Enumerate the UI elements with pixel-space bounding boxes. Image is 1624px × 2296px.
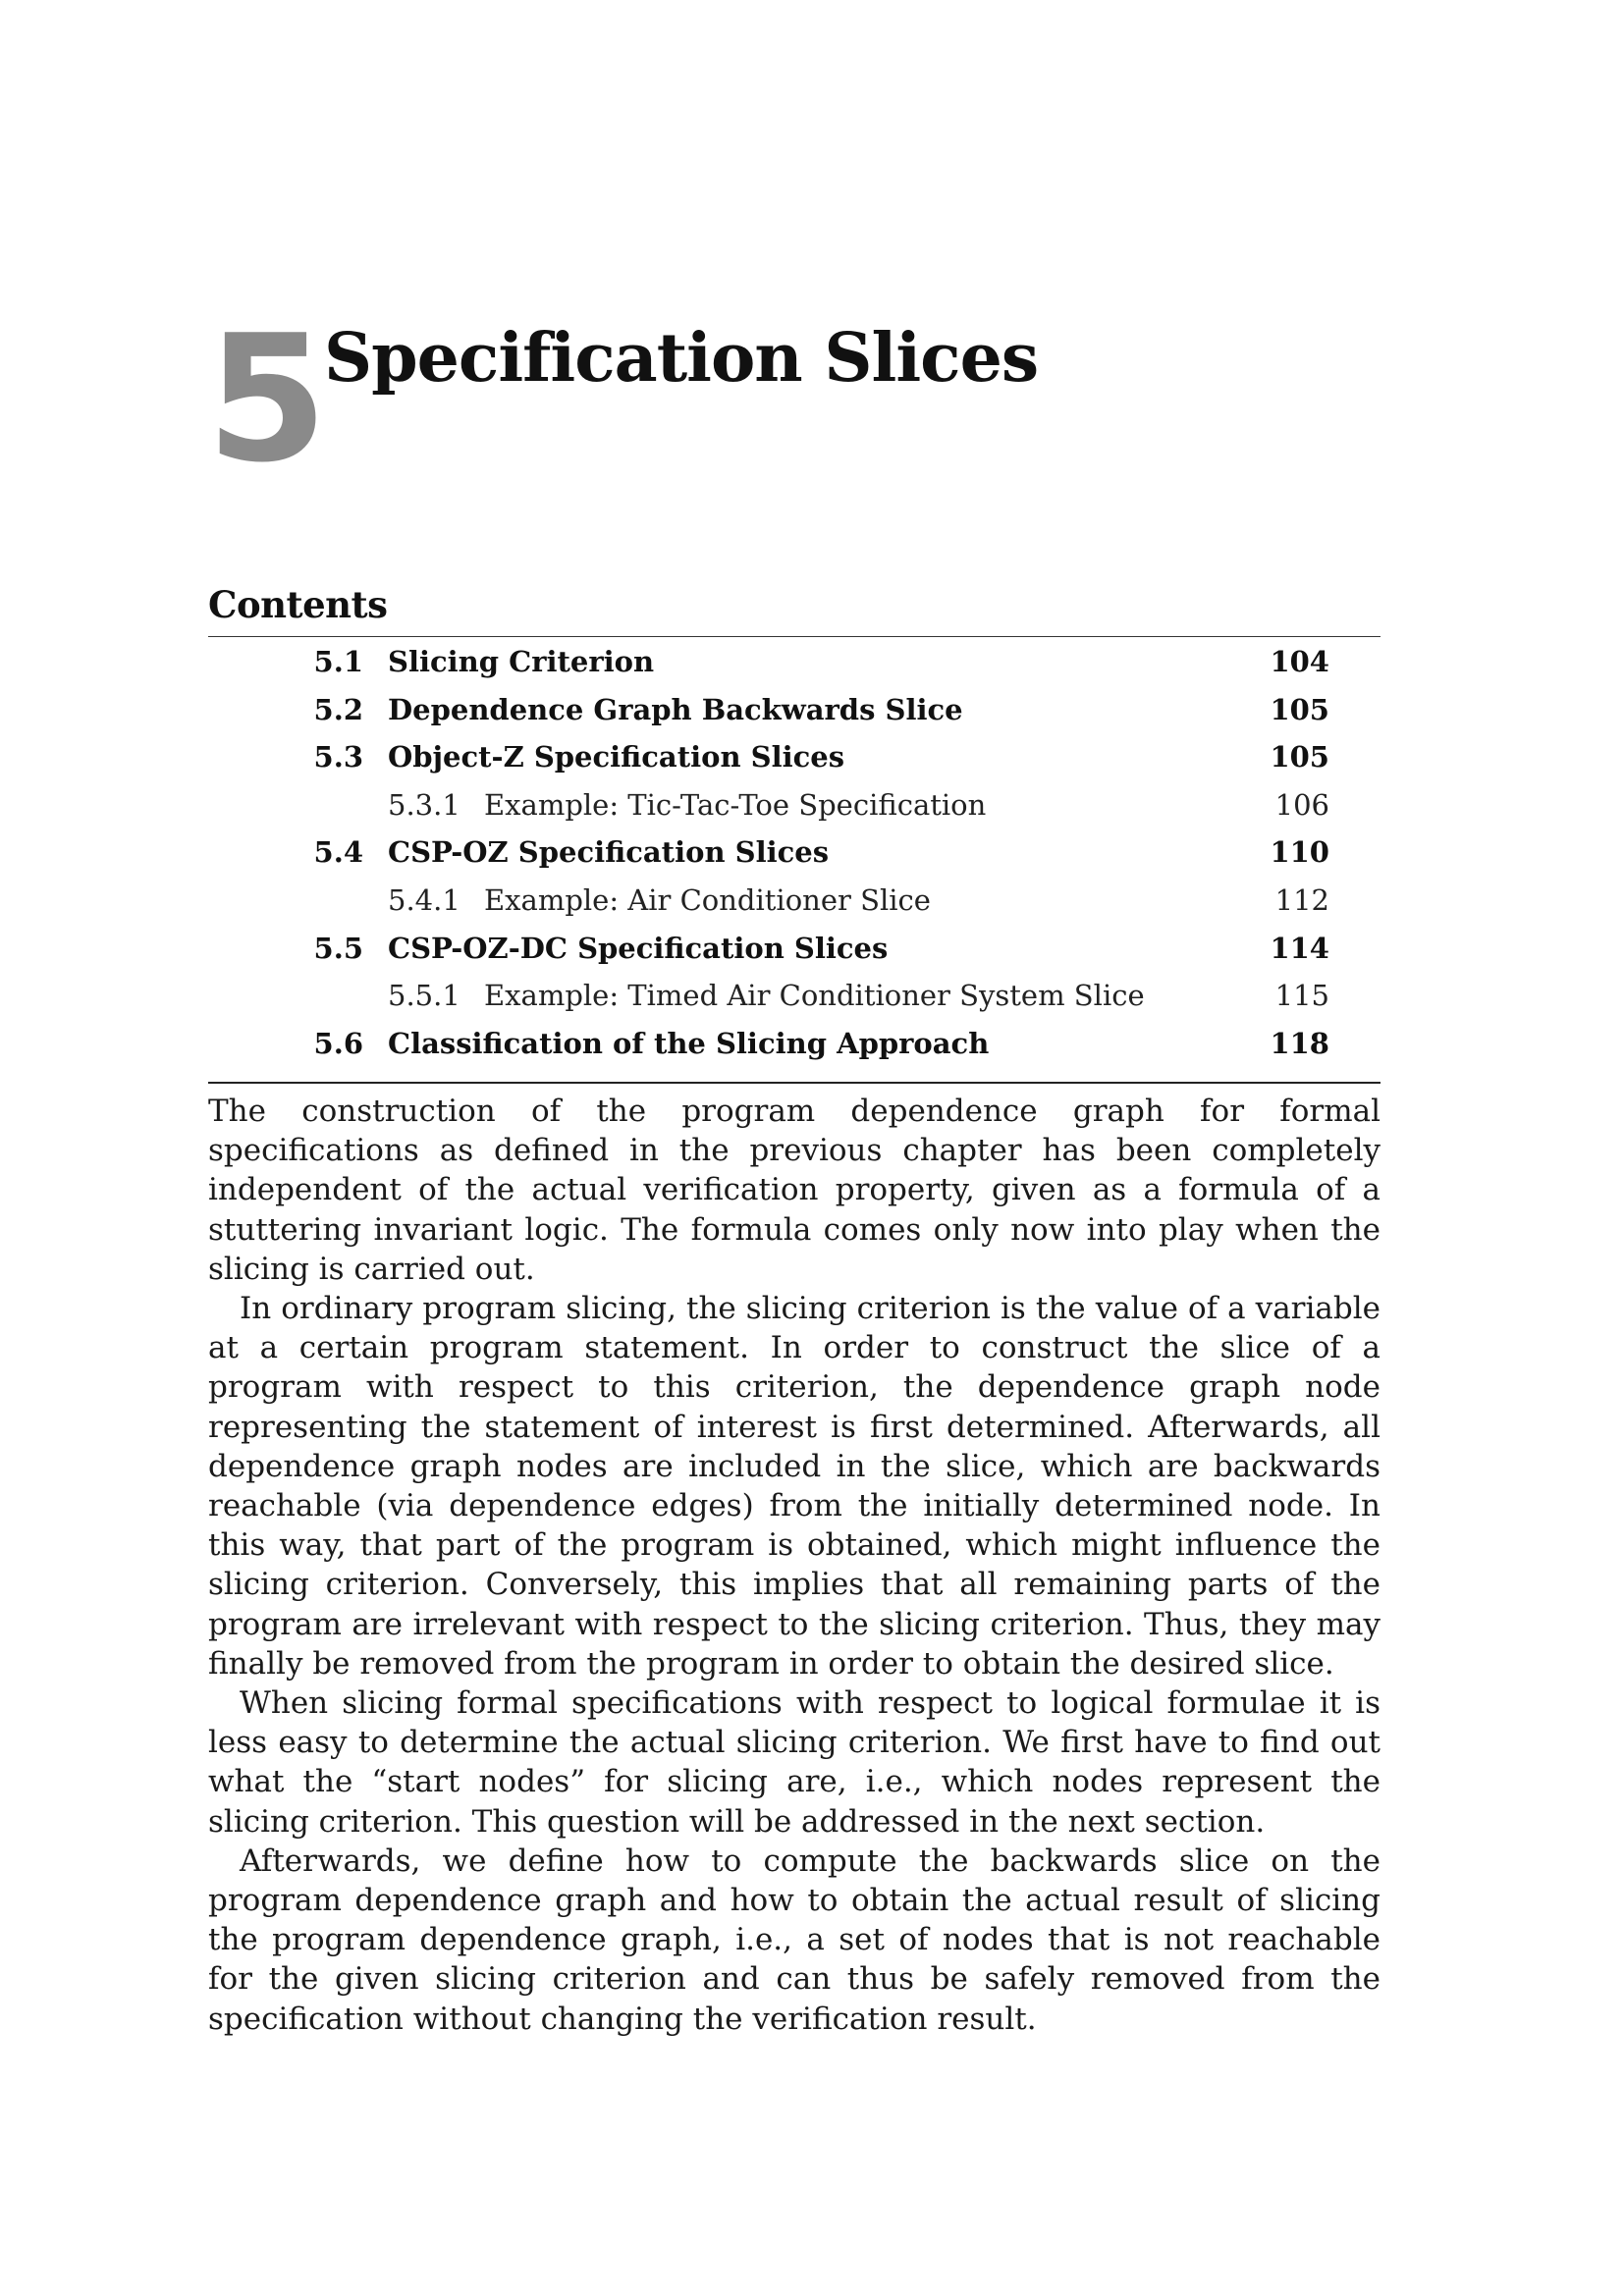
toc-entry-page: 105 [1264,686,1329,734]
toc-entry-number: 5.5 [313,931,363,965]
paragraph: The construction of the program dependence graph for formal specifications as defined in the previous chapter has been completely independent of the actual verification property, given as a formula of a stuttering invariant logic. The formula comes only now into play when the slicing is carried out. [208,1094,1380,1287]
toc-entry-title: Object-Z Specification Slices [388,733,850,781]
toc-entry[interactable] [208,686,1380,734]
toc-entry-title: Example: Timed Air Conditioner System Slice [484,972,1151,1020]
toc-subentry[interactable] [208,781,1380,829]
toc-entry-page: 106 [1270,781,1329,829]
toc-entry-page: 104 [1264,638,1329,686]
toc-subentry[interactable] [208,877,1380,925]
table-of-contents [208,638,1380,1067]
body-text [208,1092,1380,2039]
paragraph: Afterwards, we define how to compute the backwards slice on the program dependence graph and how to obtain the actual result of slicing the program dependence graph, i.e., a set of nodes that is not reachable for the given slicing criterion and can thus be safely removed from the specification without changing the verification result. [208,1842,1380,2037]
chapter-number: 5 [206,297,324,501]
paragraph: When slicing formal specifications with respect to logical formulae it is less easy to determine the actual slicing criterion. We first have to find out what the “start nodes” for slicing are, i.e., which nodes represent the slicing criterion. This question will be addressed in the next section. [208,1685,1380,1840]
toc-entry-number: 5.2 [313,692,363,726]
toc-entry-number: 5.4 [313,835,363,870]
toc-entry-page: 112 [1270,877,1329,925]
toc-entry-page: 115 [1270,972,1329,1020]
toc-entry-title: Example: Air Conditioner Slice [484,877,937,925]
toc-entry[interactable] [208,1020,1380,1068]
contents-heading: Contents [208,583,388,626]
toc-entry[interactable] [208,925,1380,973]
contents-top-rule [208,636,1380,637]
toc-entry-title: Dependence Graph Backwards Slice [388,686,969,734]
toc-entry-number: 5.5.1 [388,972,460,1020]
toc-entry-page: 105 [1264,733,1329,781]
toc-entry-page: 110 [1264,828,1329,877]
paragraph: In ordinary program slicing, the slicing criterion is the value of a variable at a certain program statement. In order to construct the slice of a program with respect to this criterion, the dependence graph node representing the statement of interest is first determined. Afterwards, all dependence graph nodes are included in the slice, which are backwards reachable (via dependence edges) from the initially determined node. In this way, that part of the program is obtained, which might influence the slicing criterion. Conversely, this implies that all remaining parts of the program are irrelevant with respect to the slicing criterion. Thus, they may finally be removed from the program in order to obtain the desired slice. [208,1291,1380,1682]
toc-entry-title: Classification of the Slicing Approach [388,1020,995,1068]
toc-entry-number: 5.4.1 [388,877,460,925]
toc-subentry[interactable] [208,972,1380,1020]
chapter-title: Specification Slices [324,319,1039,398]
toc-entry[interactable] [208,828,1380,877]
toc-entry[interactable] [208,733,1380,781]
toc-entry-number: 5.6 [313,1026,363,1060]
toc-entry-title: Slicing Criterion [388,638,660,686]
contents-bottom-rule [208,1082,1380,1084]
toc-entry-number: 5.1 [313,645,363,678]
toc-entry[interactable] [208,638,1380,686]
toc-entry-title: CSP-OZ Specification Slices [388,828,835,877]
toc-entry-title: Example: Tic-Tac-Toe Specification [484,781,992,829]
toc-entry-title: CSP-OZ-DC Specification Slices [388,925,893,973]
toc-entry-number: 5.3.1 [388,781,460,829]
toc-entry-number: 5.3 [313,740,363,774]
toc-entry-page: 114 [1264,925,1329,973]
toc-entry-page: 118 [1264,1020,1329,1068]
